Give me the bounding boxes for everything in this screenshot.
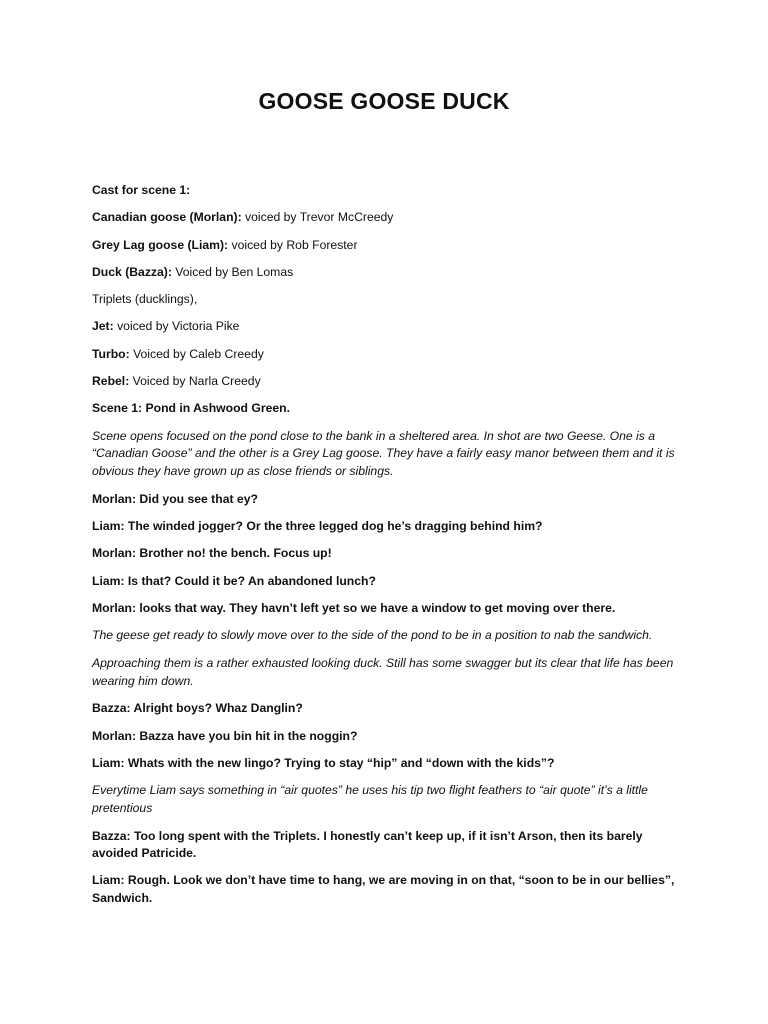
cast-heading: Cast for scene 1: <box>92 183 191 197</box>
dialogue-line: Liam: Is that? Could it be? An abandoned lunch? <box>92 573 376 588</box>
cast-voice: voiced by Trevor McCreedy <box>241 210 394 225</box>
dialogue-line: Bazza: Alright boys? Whaz Danglin? <box>92 701 303 716</box>
dialogue-line: Liam: The winded jogger? Or the three legged dog he’s dragging behind him? <box>92 519 543 534</box>
scene-heading: Scene 1: Pond in Ashwood Green. <box>92 401 290 416</box>
dialogue-line: Morlan: Brother no! the bench. Focus up! <box>92 546 332 561</box>
stage-direction: Everytime Liam says something in “air quotes” he uses his tip two flight feathers to “air quote” it’s a little pretentious <box>92 783 648 816</box>
cast-voice: Voiced by Ben Lomas <box>171 264 294 279</box>
cast-line <box>92 209 684 227</box>
cast-role: Grey Lag goose (Liam): <box>92 237 229 252</box>
cast-voice: Voiced by Narla Creedy <box>129 374 261 389</box>
dialogue-line: Bazza: Too long spent with the Triplets. I honestly can’t keep up, if it isn’t Arson, then its barely avoided Patricide. <box>92 828 643 861</box>
cast-line <box>92 291 684 309</box>
dialogue-line: Liam: Whats with the new lingo? Trying to stay “hip” and “down with the kids”? <box>92 755 555 770</box>
cast-line <box>92 318 684 336</box>
cast-line <box>92 373 684 391</box>
document-title: GOOSE GOOSE DUCK <box>258 88 510 114</box>
cast-voice: voiced by Victoria Pike <box>113 319 240 334</box>
cast-voice: voiced by Rob Forester <box>228 237 358 252</box>
cast-line <box>92 264 684 282</box>
cast-role: Turbo: <box>92 346 130 361</box>
dialogue-line: Morlan: Did you see that ey? <box>92 491 258 506</box>
dialogue-line: Morlan: Bazza have you bin hit in the noggin? <box>92 728 358 743</box>
cast-role: Duck (Bazza): <box>92 264 172 279</box>
cast-voice: Triplets (ducklings), <box>92 292 198 307</box>
cast-voice: Voiced by Caleb Creedy <box>129 346 264 361</box>
script-body <box>92 182 684 917</box>
cast-line <box>92 237 684 255</box>
stage-direction: The geese get ready to slowly move over to the side of the pond to be in a position to nab the sandwich. <box>92 628 653 643</box>
cast-line <box>92 346 684 364</box>
cast-role: Jet: <box>92 319 114 334</box>
dialogue-line: Liam: Rough. Look we don’t have time to hang, we are moving in on that, “soon to be in our bellies”, Sandwich. <box>92 873 675 905</box>
stage-direction: Scene opens focused on the pond close to the bank in a sheltered area. In shot are two Geese. One is a “Canadian Goose” and the other is a Grey Lag goose. They have a fairly easy manor between them and it is obvious they have grown up as close friends or siblings. <box>92 428 675 479</box>
dialogue-line: Morlan: looks that way. They havn’t left yet so we have a window to get moving over there. <box>92 601 616 616</box>
stage-direction: Approaching them is a rather exhausted looking duck. Still has some swagger but its clear that life has been wearing him down. <box>92 655 674 688</box>
cast-role: Rebel: <box>92 374 130 389</box>
cast-role: Canadian goose (Morlan): <box>92 210 242 225</box>
